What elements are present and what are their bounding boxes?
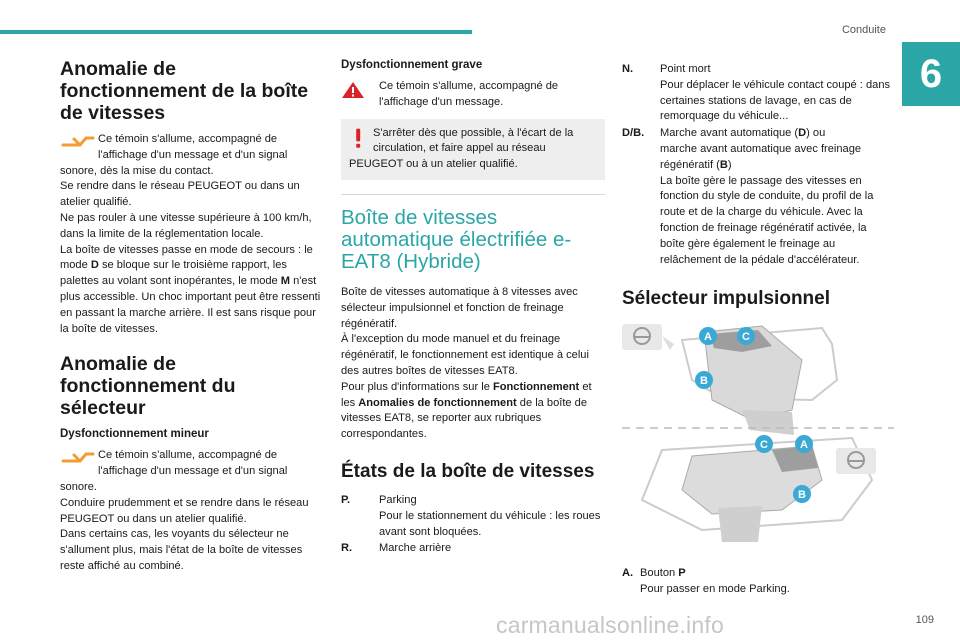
label-c-top-text: C: [742, 331, 750, 344]
label-a-top-text: A: [704, 331, 712, 344]
column-3: [622, 62, 894, 598]
label-b-top-text: B: [700, 375, 708, 388]
divider: [341, 194, 605, 195]
header-bar: [0, 30, 472, 34]
gearbox-text-2: Se rendre dans le réseau PEUGEOT ou dans un atelier qualifié.: [60, 180, 300, 209]
gearbox-warning-icon: [60, 133, 98, 149]
selector-warning-lead: Ce témoin s'allume, accompagné de l'affichage d'un message et d'un signal: [98, 449, 288, 478]
gearbox-text-1: sonore, dès la mise du contact.: [60, 164, 214, 177]
exclamation-icon: [349, 126, 373, 152]
selector-fault-text: [60, 448, 322, 574]
gearbox-text-3: Ne pas rouler à une vitesse supérieure à 100 km/h, dans la limite de la réglementation locale.: [60, 211, 312, 240]
steering-wheel-icon-top: [622, 324, 674, 350]
eat8-paragraph-1: Boîte de vitesses automatique à 8 vitesses avec sélecteur impulsionnel et fonction de freinage régénératif.: [341, 285, 578, 330]
column-1: [60, 58, 322, 575]
selector-text-1: sonore.: [60, 480, 98, 493]
warning-box: [341, 119, 605, 180]
selector-illustration: [622, 320, 894, 552]
eat8-title: Boîte de vitesses automatique électrifiée e-EAT8 (Hybride): [341, 205, 572, 273]
gearbox-fault-text: [60, 132, 322, 337]
label-a-bottom-text: A: [800, 439, 808, 452]
label-b-bottom-text: B: [798, 489, 806, 502]
steering-wheel-icon-bottom: [836, 448, 876, 474]
section-name: Conduite: [841, 24, 886, 36]
states-title: États de la boîte de vitesses: [341, 460, 595, 482]
selector-warning-icon: [60, 449, 98, 465]
eat8-paragraph-3: Pour plus d'informations sur le Fonctionnement et les Anomalies de fonctionnement de la boîte de vitesses EAT8, se reporter aux rubriques correspondantes.: [341, 380, 592, 441]
serious-fault-text: Ce témoin s'allume, accompagné de l'affichage d'un message.: [379, 80, 559, 108]
page-number: 109: [915, 614, 934, 626]
eat8-paragraph-2: À l'exception du mode manuel et du freinage régénératif, le fonctionnement est identique à celui des autres boîtes de vitesses EAT8.: [341, 333, 589, 377]
watermark: carmanualsonline.info: [496, 612, 724, 638]
state-item-r: R. Marche arrière: [341, 542, 452, 555]
selector-figure: [622, 320, 894, 552]
state-item-n: N. Point mort Pour déplacer le véhicule contact coupé : dans certaines stations de lavage, en cas de remorquage du véhicule...: [622, 63, 891, 123]
selector-text-2: Conduire prudemment et se rendre dans le réseau PEUGEOT ou dans un atelier qualifié.: [60, 496, 309, 525]
figure-legend-a: A. Bouton P Pour passer en mode Parking.: [622, 567, 790, 596]
warning-box-text: S'arrêter dès que possible, à l'écart de la circulation, et faire appel au réseau PEUGEOT ou à un atelier qualifié.: [349, 126, 574, 171]
selector-fault-title: Anomalie de fonctionnement du sélecteur: [60, 353, 236, 420]
state-item-p: P. Parking Pour le stationnement du véhicule : les roues avant sont bloquées.: [341, 493, 601, 538]
states-list-continued: [622, 62, 894, 268]
selector-text-3: Dans certains cas, les voyants du sélecteur ne s'allument plus, mais l'état de la boîte de vitesses reste affiché au combiné.: [60, 528, 303, 572]
serious-fault-title: Dysfonctionnement grave: [341, 59, 483, 71]
minor-fault-title: Dysfonctionnement mineur: [60, 428, 209, 441]
alert-triangle-icon: [341, 80, 379, 100]
gearbox-text-4: La boîte de vitesses passe en mode de secours : le mode D se bloque sur le troisième rapport, les palettes au volant sont inopérantes, le mode M n'est plus accessible. Un choc important peut être ressenti en passant la marche arrière. Il est sans risque pour la boîte de vitesses.: [60, 243, 321, 335]
state-item-db: D/B. Marche avant automatique (D) ou marche avant automatique avec freinage régénératif (B) La boîte gère le passage des vitesses en fonction du style de conduite, du profil de la route et de la charge du véhicule. Avec la fonction de freinage régénératif activée, la boîte gère également le freinage au relâchement de la pédale d'accélérateur.: [622, 127, 874, 266]
label-c-bottom-text: C: [760, 439, 768, 452]
gearbox-warning-lead: Ce témoin s'allume, accompagné de l'affichage d'un message et d'un signal: [98, 133, 288, 161]
states-list: [341, 493, 605, 557]
eat8-text: [341, 285, 605, 443]
chapter-tab: 6: [902, 42, 960, 106]
column-2: [341, 58, 605, 558]
gearbox-fault-title: Anomalie de fonctionnement de la boîte de vitesses: [60, 58, 309, 124]
selector-title: Sélecteur impulsionnel: [622, 288, 830, 310]
